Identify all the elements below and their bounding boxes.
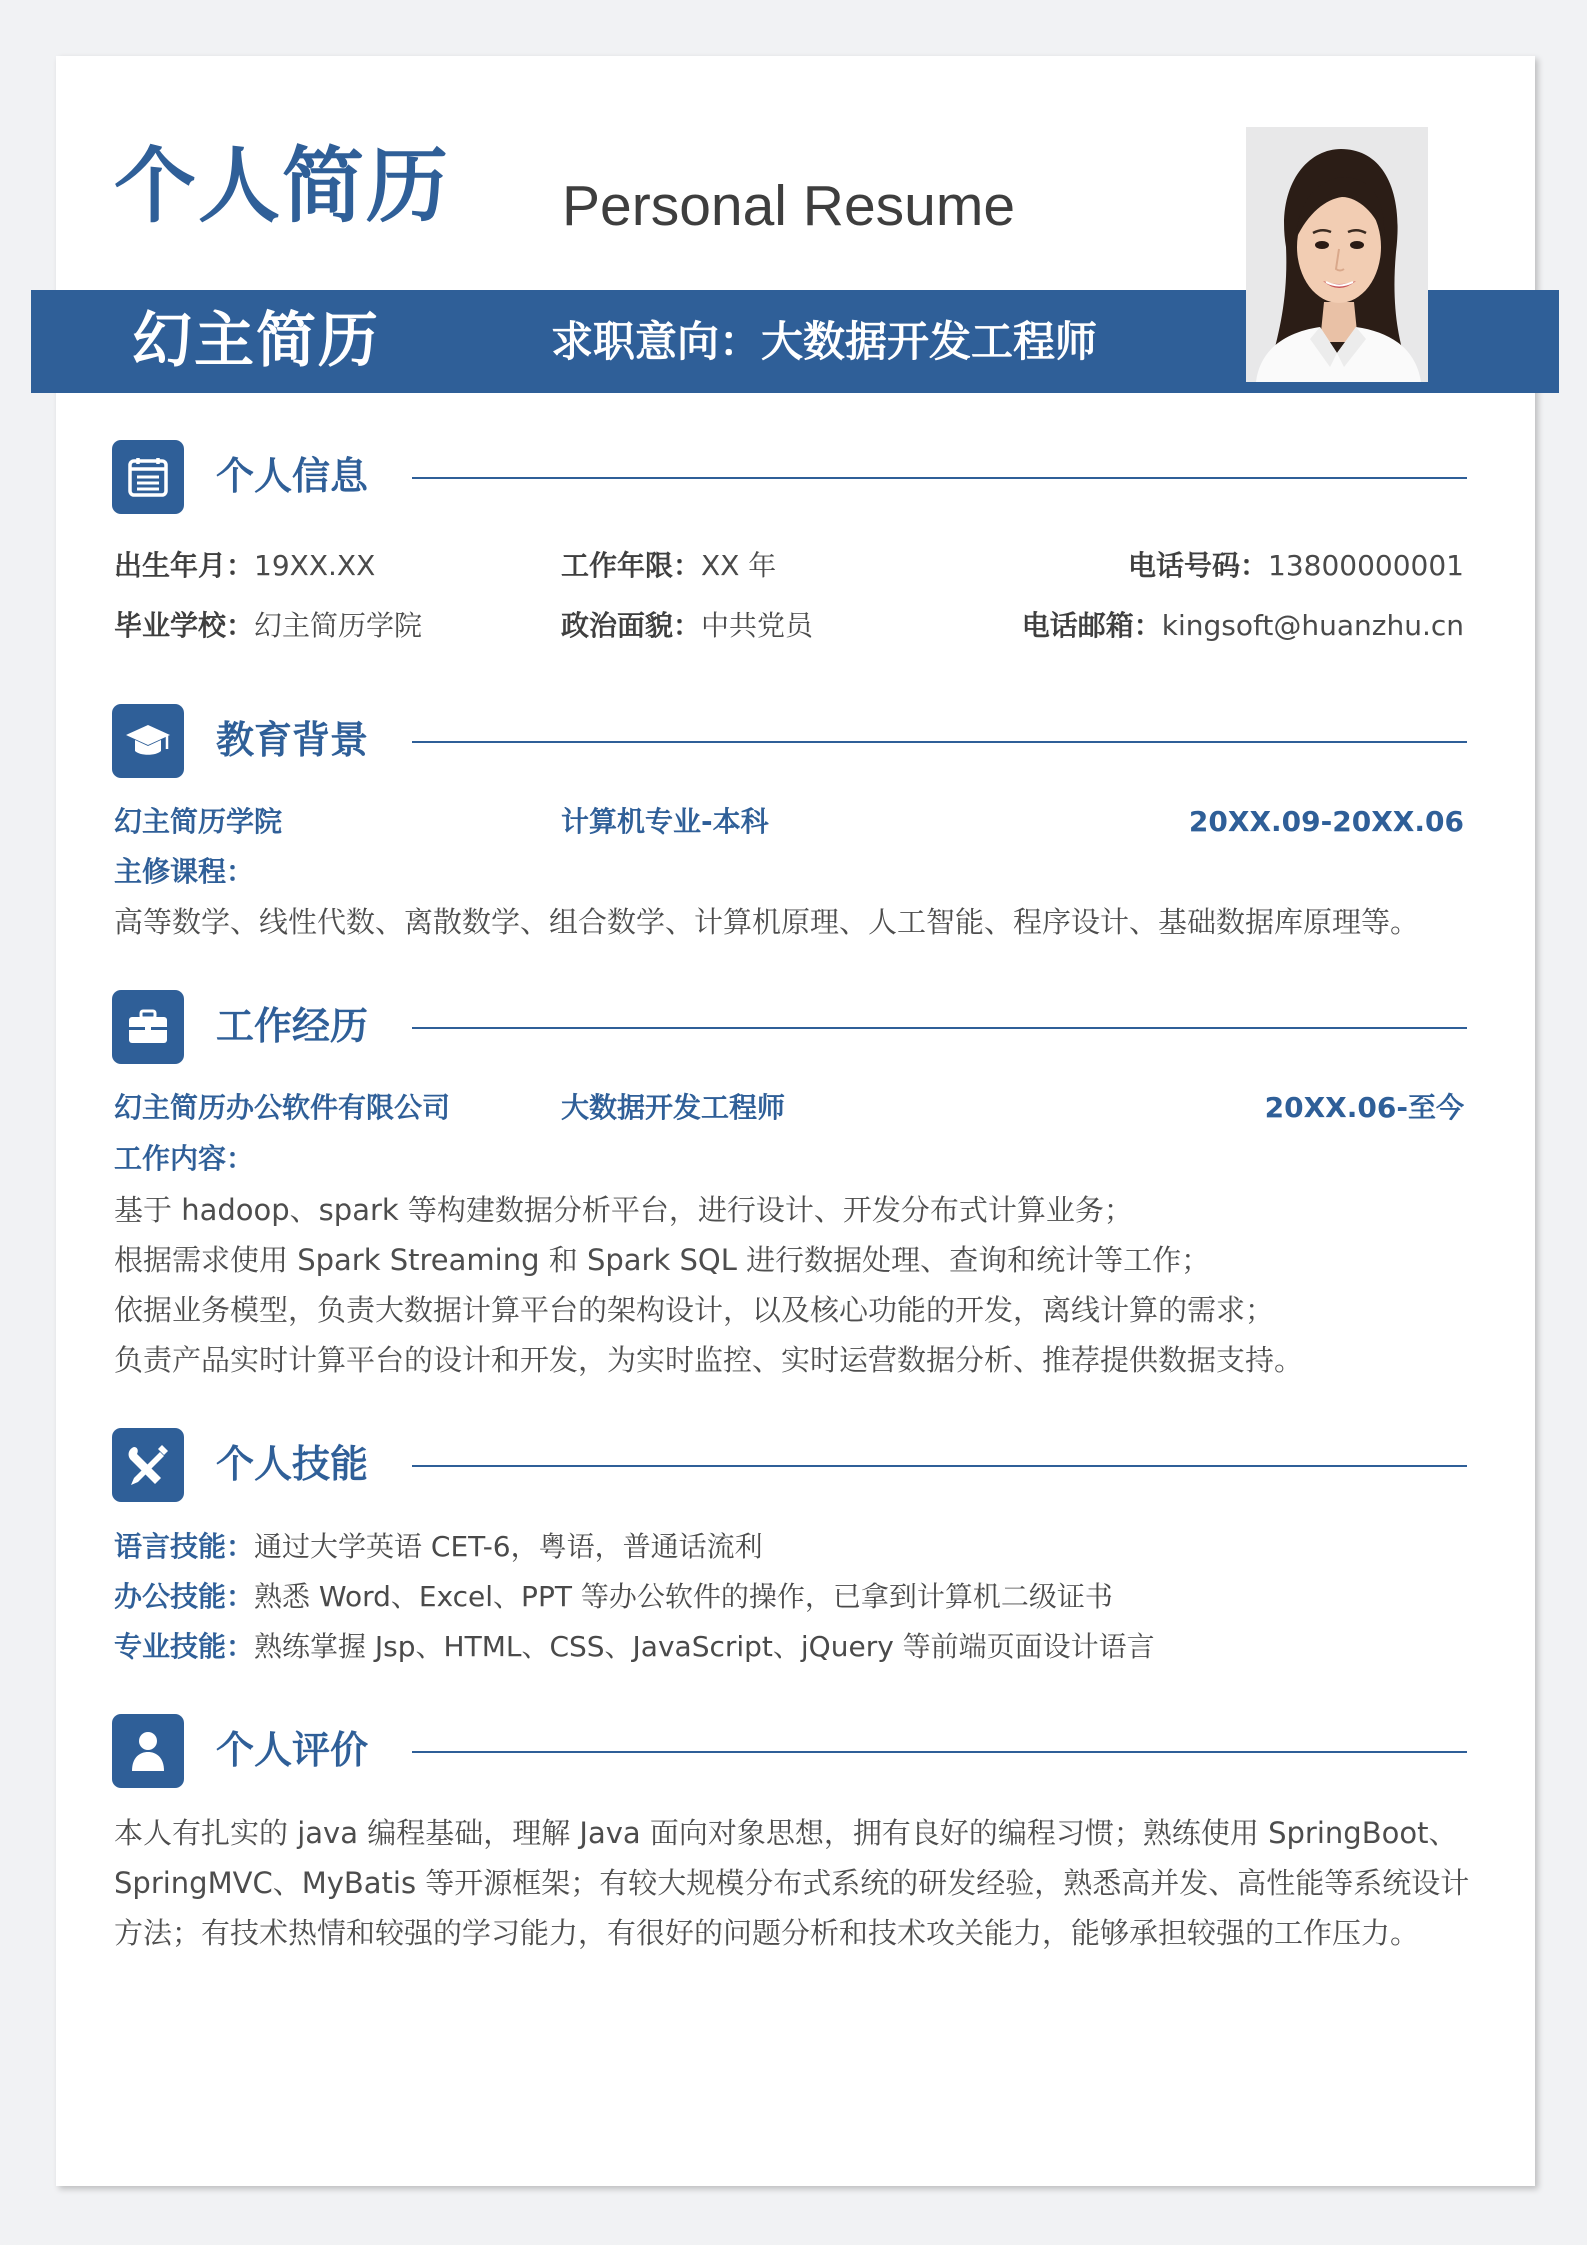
info-row-2 xyxy=(114,606,1464,646)
calendar-icon xyxy=(112,440,184,514)
evaluation-line: 方法；有技术热情和较强的学习能力，有很好的问题分析和技术攻关能力，能够承担较强的工作压力。 xyxy=(114,1916,1420,1950)
section-skills xyxy=(112,1428,1467,1502)
work-summary-row xyxy=(114,1088,1464,1128)
skill-professional: 专业技能：熟练掌握 Jsp、HTML、CSS、JavaScript、jQuery 等前端页面设计语言 xyxy=(114,1630,1155,1663)
education-summary-row xyxy=(114,802,1464,842)
courses-text: 高等数学、线性代数、离散数学、组合数学、计算机原理、人工智能、程序设计、基础数据库原理等。 xyxy=(114,905,1420,939)
evaluation-line: SpringMVC、MyBatis 等开源框架；有较大规模分布式系统的研发经验，熟悉高并发、高性能等系统设计 xyxy=(114,1866,1470,1900)
skill-language: 语言技能：通过大学英语 CET-6，粤语，普通话流利 xyxy=(114,1530,763,1563)
section-title: 教育背景 xyxy=(216,718,369,762)
work-years: 工作年限：XX 年 xyxy=(561,549,777,582)
school-name: 幻主简历学院 xyxy=(114,805,283,838)
job-position: 大数据开发工程师 xyxy=(561,1091,786,1124)
section-divider xyxy=(412,1027,1467,1029)
work-period: 20XX.06-至今 xyxy=(1264,1091,1464,1124)
section-work xyxy=(112,990,1467,1064)
work-content-line: 负责产品实时计算平台的设计和开发，为实时监控、实时运营数据分析、推荐提供数据支持。 xyxy=(114,1343,1304,1377)
profile-photo xyxy=(1246,127,1428,382)
candidate-name: 幻主简历 xyxy=(132,306,380,376)
work-content-line: 根据需求使用 Spark Streaming 和 Spark SQL 进行数据处理、查询和统计等工作； xyxy=(114,1243,1211,1277)
resume-title-cn: 个人简历 xyxy=(114,139,451,234)
resume-title-en: Personal Resume xyxy=(562,174,1016,238)
section-title: 工作经历 xyxy=(216,1004,369,1048)
political-status: 政治面貌：中共党员 xyxy=(561,609,814,642)
section-divider xyxy=(412,1465,1467,1467)
job-intent xyxy=(551,317,1098,366)
graduated-school: 毕业学校：幻主简历学院 xyxy=(114,609,423,642)
courses-label: 主修课程： xyxy=(114,855,255,888)
work-content-line: 依据业务模型，负责大数据计算平台的架构设计，以及核心功能的开发，离线计算的需求； xyxy=(114,1293,1275,1327)
company-name: 幻主简历办公软件有限公司 xyxy=(114,1091,451,1124)
skill-office: 办公技能：熟悉 Word、Excel、PPT 等办公软件的操作，已拿到计算机二级证书 xyxy=(114,1580,1113,1613)
section-divider xyxy=(412,741,1467,743)
section-title: 个人评价 xyxy=(216,1728,369,1772)
phone-number: 电话号码：13800000001 xyxy=(1128,549,1464,582)
briefcase-icon xyxy=(112,990,184,1064)
evaluation-line: 本人有扎实的 java 编程基础，理解 Java 面向对象思想，拥有良好的编程习惯；熟练使用 SpringBoot、 xyxy=(114,1816,1458,1850)
person-icon xyxy=(112,1714,184,1788)
major-degree: 计算机专业-本科 xyxy=(561,805,769,838)
section-divider xyxy=(412,477,1467,479)
graduation-cap-icon xyxy=(112,704,184,778)
work-content-label: 工作内容： xyxy=(114,1142,255,1175)
section-personal-info xyxy=(112,440,1467,514)
work-content-label-row xyxy=(114,1139,1464,1179)
education-period: 20XX.09-20XX.06 xyxy=(1188,805,1464,838)
section-education xyxy=(112,704,1467,778)
section-divider xyxy=(412,1751,1467,1753)
work-content-line: 基于 hadoop、spark 等构建数据分析平台，进行设计、开发分布式计算业务； xyxy=(114,1193,1133,1227)
section-evaluation xyxy=(112,1714,1467,1788)
section-title: 个人技能 xyxy=(216,1442,369,1486)
job-intent-value: 大数据开发工程师 xyxy=(761,317,1098,366)
courses-label-row xyxy=(114,852,1464,892)
job-intent-label: 求职意向： xyxy=(551,317,762,366)
birth-date: 出生年月：19XX.XX xyxy=(114,549,376,582)
email-address: 电话邮箱：kingsoft@huanzhu.cn xyxy=(1021,609,1464,642)
section-title: 个人信息 xyxy=(216,454,369,498)
tools-icon xyxy=(112,1428,184,1502)
info-row-1 xyxy=(114,546,1464,586)
